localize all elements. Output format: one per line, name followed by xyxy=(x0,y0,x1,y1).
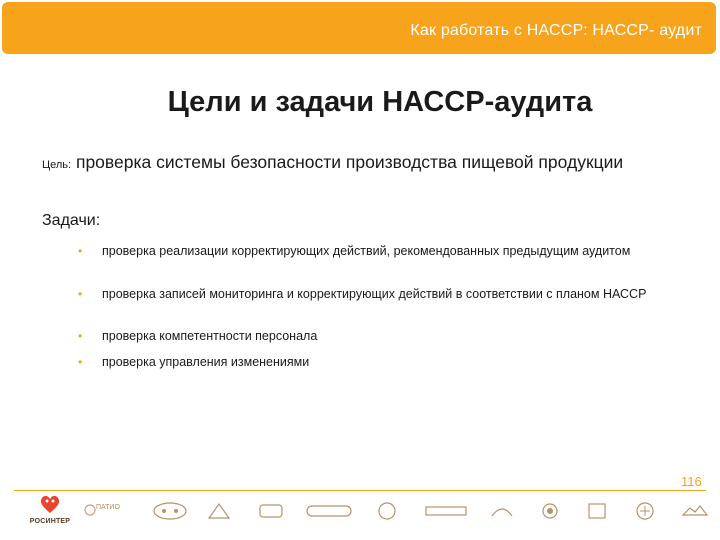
tasks-label: Задачи: xyxy=(42,212,101,229)
task-item xyxy=(78,286,678,328)
page-number: 116 xyxy=(681,474,702,489)
partner-label: ПАТИО xyxy=(96,504,120,511)
goal-paragraph xyxy=(42,150,682,177)
partner-logo-icon xyxy=(680,500,710,522)
partner-logo-icon xyxy=(488,500,516,522)
bullet-icon: • xyxy=(78,329,83,343)
task-text: проверка записей мониторинга и корректирующих действий в соответствии с планом НАССР xyxy=(102,287,647,301)
partner-logo-icon xyxy=(150,500,190,522)
task-item xyxy=(78,328,678,354)
partner-logo-icon xyxy=(632,500,658,522)
partner-logo-icon xyxy=(206,500,232,522)
partner-mark-icon xyxy=(84,502,96,518)
partner-logo-icon xyxy=(584,500,610,522)
logo-text: РОСИНТЕР xyxy=(29,518,71,525)
bullet-icon: • xyxy=(78,244,83,258)
partner-logo-patio xyxy=(84,500,134,522)
bullet-icon: • xyxy=(78,355,83,369)
goal-text: проверка системы безопасности производства пищевой продукции xyxy=(71,152,624,172)
task-text: проверка управления изменениями xyxy=(102,355,310,369)
goal-label: Цель: xyxy=(42,159,72,171)
partner-logo-icon xyxy=(304,500,354,522)
partner-logo-icon xyxy=(256,500,286,522)
task-item xyxy=(78,354,678,370)
partner-logo-icon xyxy=(536,500,564,522)
task-text: проверка реализации корректирующих действий, рекомендованных предыдущим аудитом xyxy=(102,244,631,258)
header-title: Как работать с НАССР: НАССР- аудит xyxy=(410,22,702,39)
heart-logo-icon xyxy=(38,492,62,516)
partner-logo-icon xyxy=(372,500,402,522)
footer-divider xyxy=(14,490,706,491)
header-bar xyxy=(2,2,716,54)
partner-logo-icon xyxy=(424,500,468,522)
task-item xyxy=(78,243,678,286)
task-list xyxy=(78,243,678,370)
task-text: проверка компетентности персонала xyxy=(102,329,318,343)
slide-title: Цели и задачи НАССР-аудита xyxy=(167,86,593,118)
bullet-icon: • xyxy=(78,287,83,301)
rosinter-logo xyxy=(26,492,74,532)
